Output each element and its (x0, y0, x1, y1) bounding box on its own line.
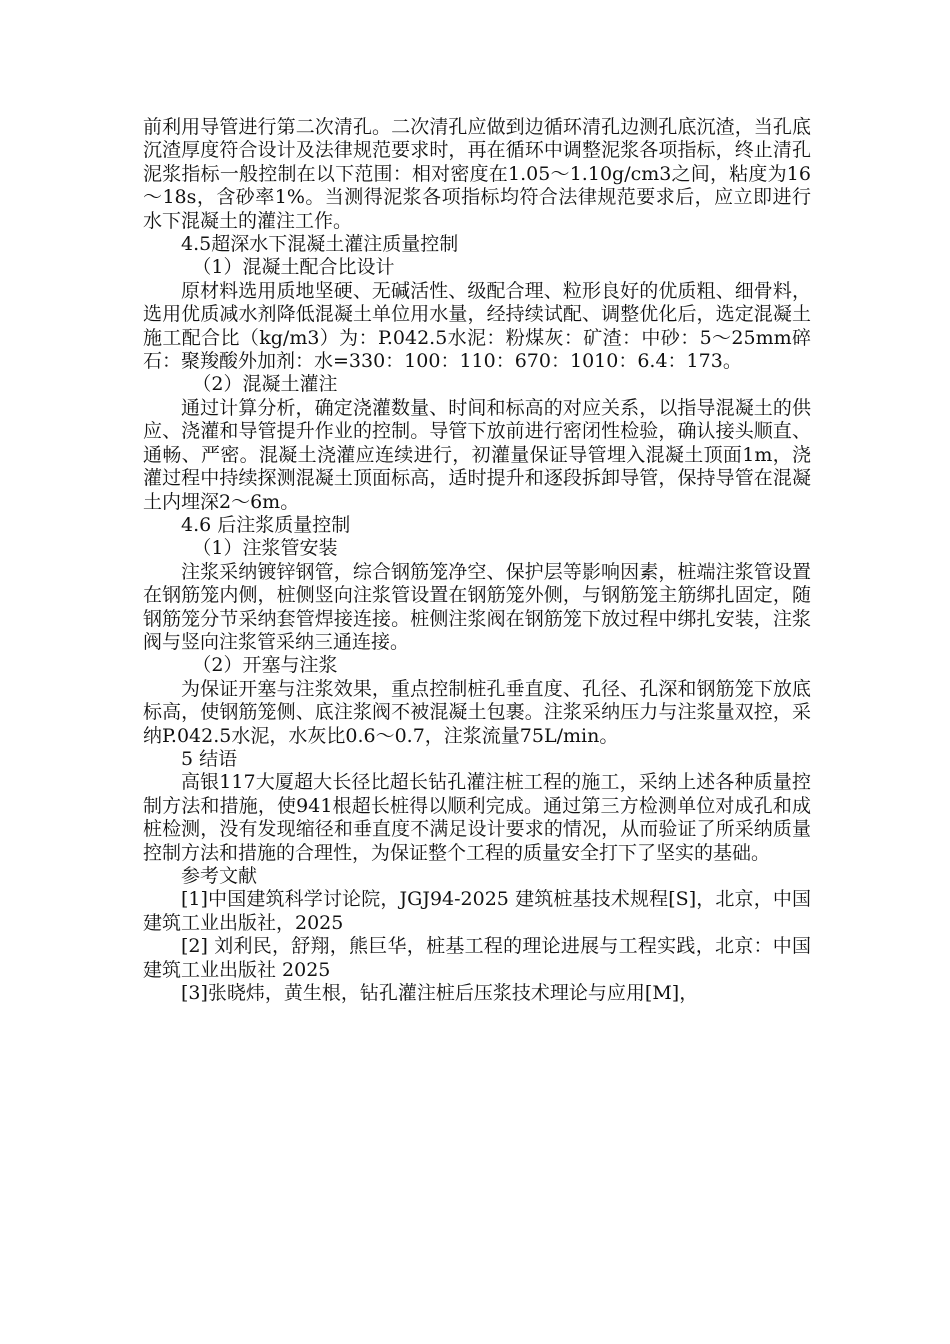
section-heading-4-5: 4.5超深水下混凝土灌注质量控制 (181, 233, 459, 256)
section-heading-4-6: 4.6 后注浆质量控制 (181, 513, 351, 536)
subheading-grouting: （2）开塞与注浆 (192, 654, 338, 677)
subheading-mix-design: （1）混凝土配合比设计 (192, 256, 395, 279)
paragraph-cleaning: 前利用导管进行第二次清孔。二次清孔应做到边循环清孔边测孔底沉渣，当孔底沉渣厚度符合设计及法律规范要求时，再在循环中调整泥浆各项指标，终止清孔泥浆指标一般控制在以下范围：相对密度在1.05～1.10g/cm3之间，粘度为16～18s，含砂率1%。当测得泥浆各项指标均符合法律规范要求后，应立即进行水下混凝土的灌注工作。 (143, 116, 811, 232)
paragraph-conclusion: 高银117大厦超大长径比超长钻孔灌注桩工程的施工，采纳上述各种质量控制方法和措施，使941根超长桩得以顺利完成。通过第三方检测单位对成孔和成桩检测，没有发现缩径和垂直度不满足设计要求的情况，从而验证了所采纳质量控制方法和措施的合理性，为保证整个工程的质量安全打下了坚实的基础。 (143, 771, 811, 864)
paragraph-mix-design: 原材料选用质地坚硬、无碱活性、级配合理、粒形良好的优质粗、细骨料，选用优质减水剂降低混凝土单位用水量，经持续试配、调整优化后，选定混凝土施工配合比（kg/m3）为：P.042.5水泥：粉煤灰：矿渣：中砂：5～25mm碎石：聚羧酸外加剂：水=330：100：110：670：1010：6.4：173。 (143, 279, 811, 373)
document-page (143, 116, 811, 1005)
references-heading: 参考文献 (181, 865, 258, 887)
reference-item-2: [2] 刘利民，舒翔，熊巨华，桩基工程的理论进展与工程实践，北京：中国建筑工业出版社 2025 (143, 935, 811, 981)
paragraph-grout-pipe: 注浆采纳镀锌钢管，综合钢筋笼净空、保护层等影响因素，桩端注浆管设置在钢筋笼内侧，桩侧竖向注浆管设置在钢筋笼外侧，与钢筋笼主筋绑扎固定，随钢筋笼分节采纳套管焊接连接。桩侧注浆阀在钢筋笼下放过程中绑扎安装，注浆阀与竖向注浆管采纳三通连接。 (143, 560, 811, 653)
subheading-concrete-pouring: （2）混凝土灌注 (192, 373, 338, 396)
reference-item-3: [3]张晓炜，黄生根，钻孔灌注桩后压浆技术理论与应用[M]， (181, 982, 699, 1005)
section-heading-conclusion: 5 结语 (181, 747, 238, 770)
paragraph-grouting: 为保证开塞与注浆效果，重点控制桩孔垂直度、孔径、孔深和钢筋笼下放底标高，使钢筋笼侧、底注浆阀不被混凝土包裹。注浆采纳压力与注浆量双控，采纳P.042.5水泥，水灰比0.6～0.7，注浆流量75L/min。 (143, 677, 811, 747)
paragraph-concrete-pouring: 通过计算分析，确定浇灌数量、时间和标高的对应关系，以指导混凝土的供应、浇灌和导管提升作业的控制。导管下放前进行密闭性检验，确认接头顺直、通畅、严密。混凝土浇灌应连续进行，初灌量保证导管埋入混凝土顶面1m，浇灌过程中持续探测混凝土顶面标高，适时提升和逐段拆卸导管，保持导管在混凝土内埋深2～6m。 (143, 396, 811, 513)
subheading-grout-pipe: （1）注浆管安装 (192, 537, 338, 560)
reference-item-1: [1]中国建筑科学讨论院，JGJ94-2025 建筑桩基技术规程[S]，北京，中国建筑工业出版社，2025 (143, 888, 811, 934)
